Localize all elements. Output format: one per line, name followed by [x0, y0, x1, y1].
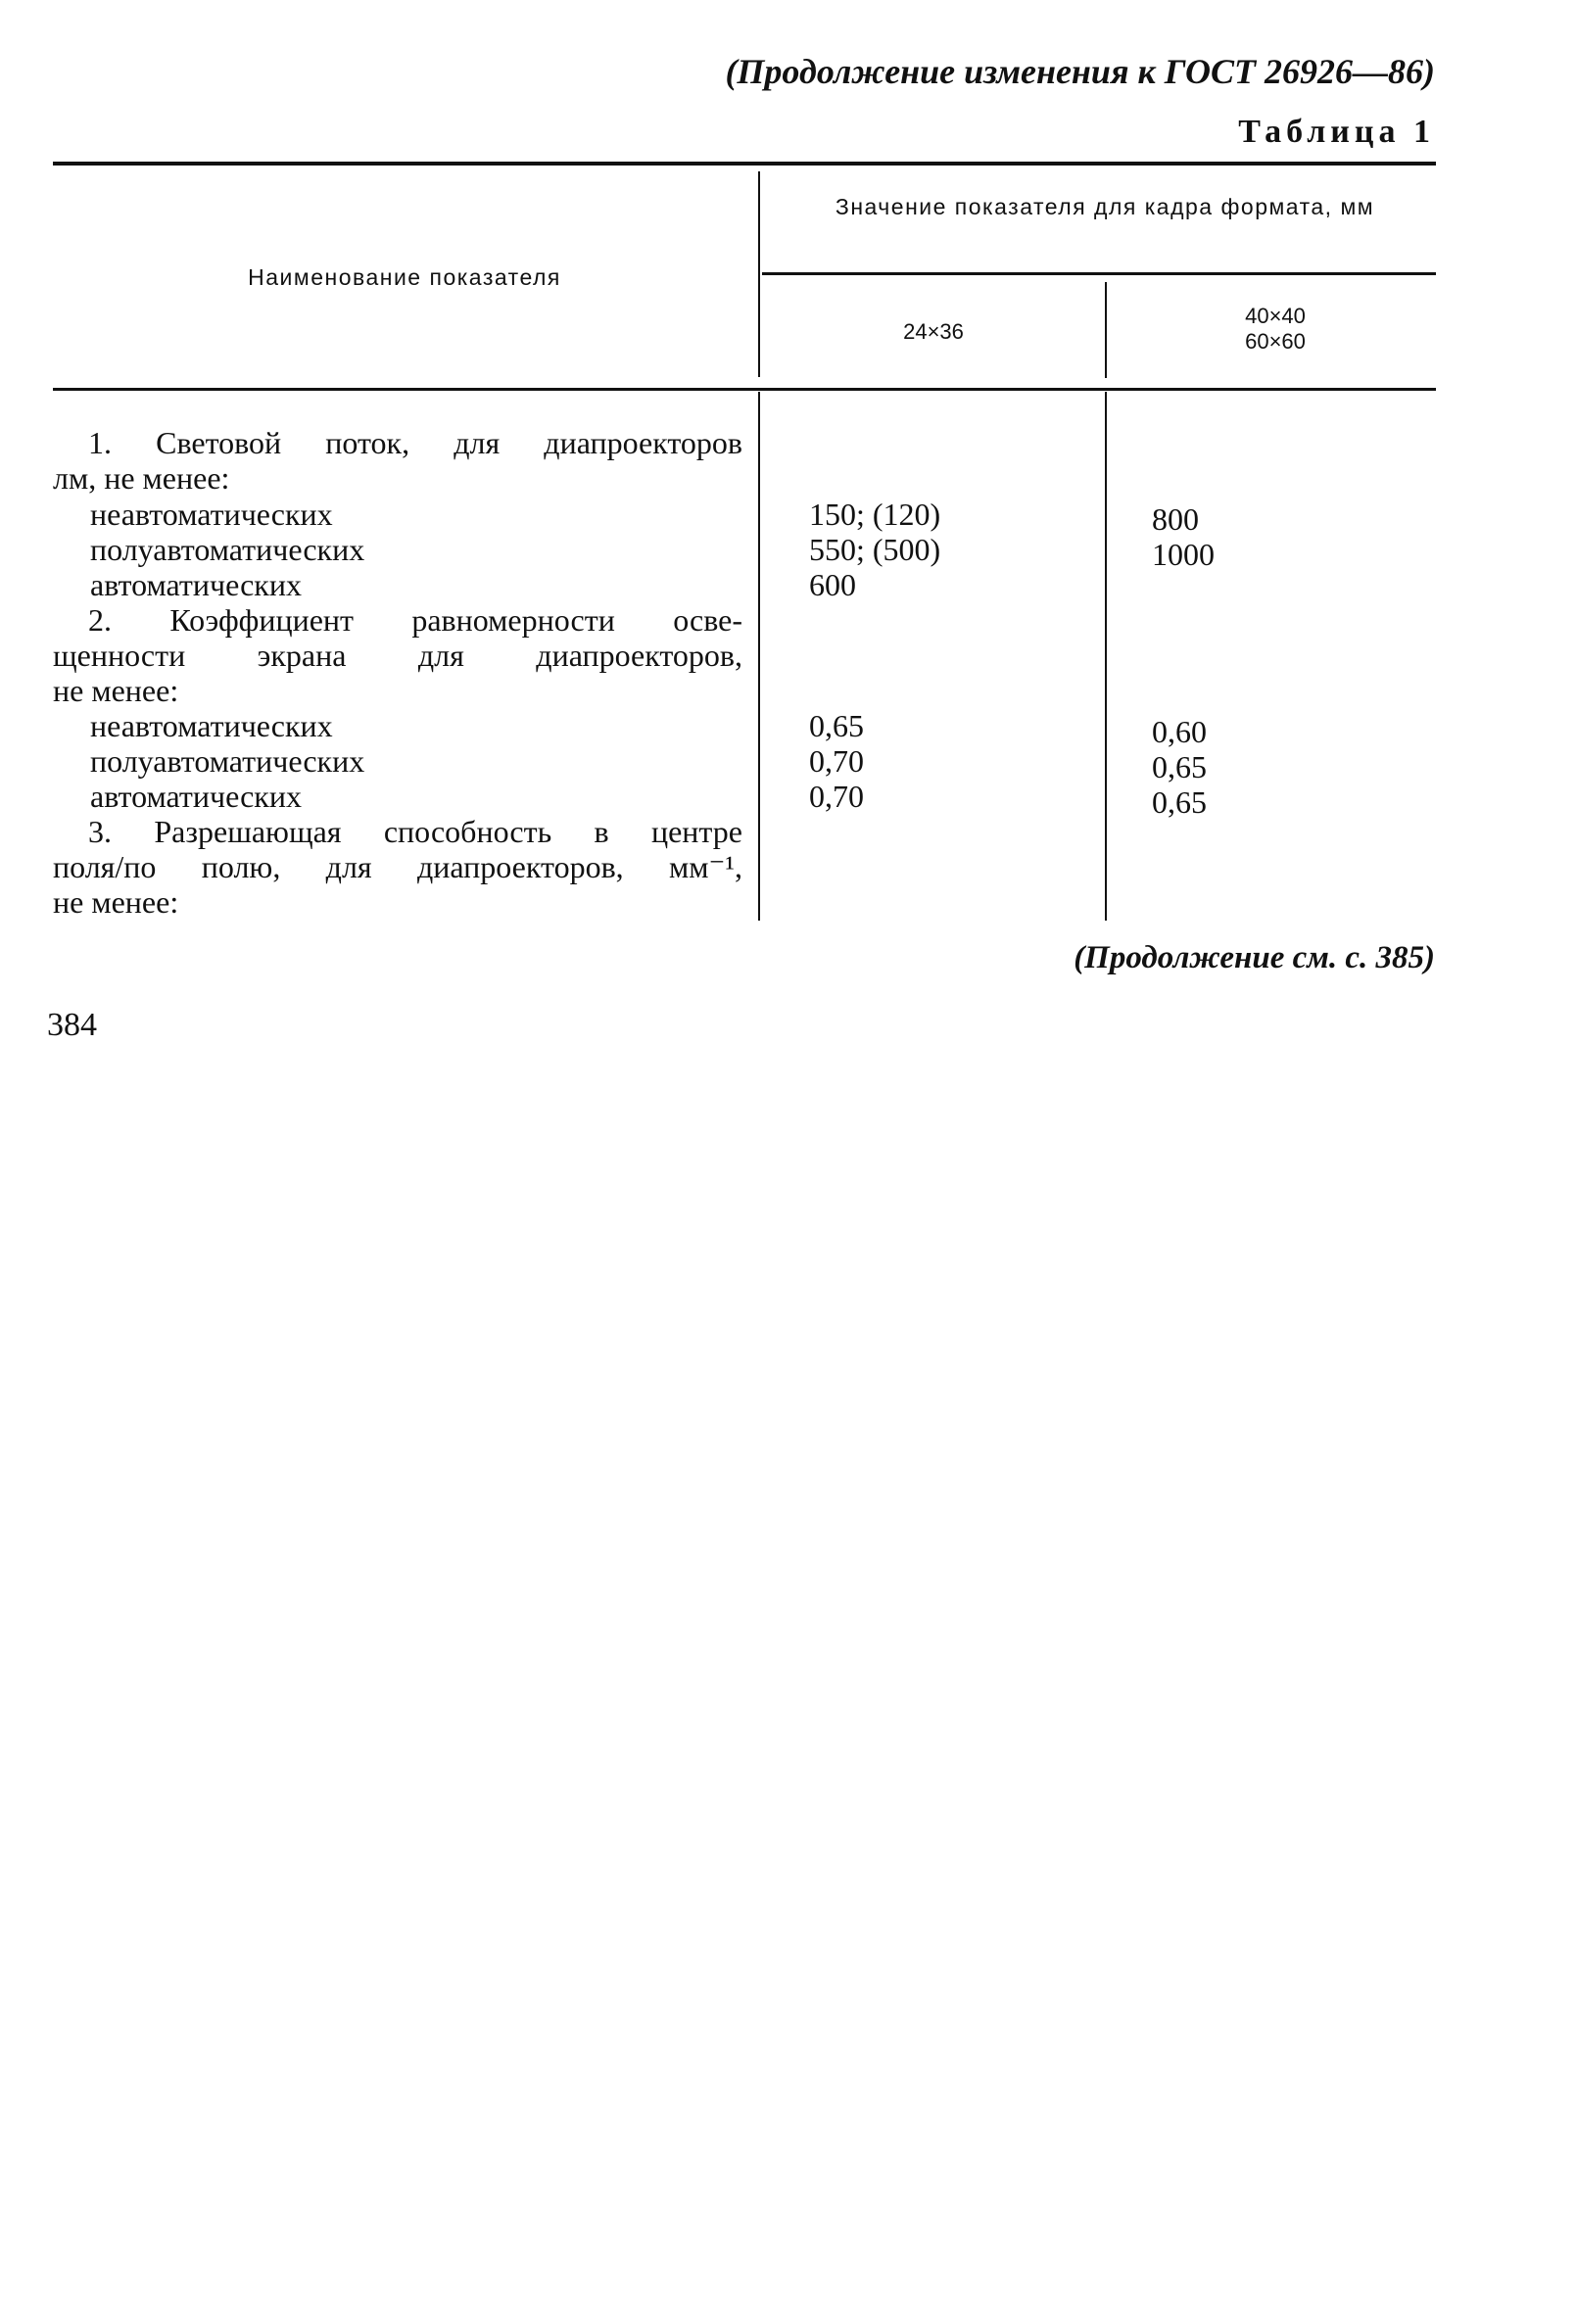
column-header-size-1: 24×36	[903, 319, 964, 344]
row-value-40x40-60x60: 800	[1152, 501, 1199, 537]
column-divider-2-header	[1105, 282, 1107, 378]
row-heading-line: не менее:	[53, 884, 179, 920]
row-value-24x36: 0,70	[809, 743, 864, 779]
row-heading-line: щенности экрана для диапроекторов,	[53, 638, 742, 673]
header-bottom-rule	[53, 388, 1436, 391]
row-value-24x36: 150; (120)	[809, 497, 941, 532]
column-divider-1-body	[758, 392, 760, 921]
subheader-rule	[762, 272, 1436, 275]
row-heading-line: не менее:	[53, 673, 179, 708]
row-value-24x36: 550; (500)	[809, 532, 941, 567]
row-heading-line: 1. Световой поток, для диапроекторов	[88, 425, 742, 460]
table-top-rule	[53, 162, 1436, 166]
row-value-40x40-60x60: 0,60	[1152, 714, 1207, 749]
row-value-40x40-60x60: 1000	[1152, 537, 1215, 572]
row-heading-line: лм, не менее:	[53, 460, 230, 496]
row-value-24x36: 0,65	[809, 708, 864, 743]
column-divider-2-body	[1105, 392, 1107, 921]
row-label: неавтоматических	[90, 497, 333, 532]
row-label: полуавтоматических	[90, 743, 365, 779]
row-value-24x36: 0,70	[809, 779, 864, 814]
row-heading-line: 2. Коэффициент равномерности осве-	[88, 602, 742, 638]
row-value-24x36: 600	[809, 567, 856, 602]
row-label: автоматических	[90, 567, 302, 602]
continuation-note: (Продолжение см. с. 385)	[1074, 940, 1435, 975]
table-label: Таблица 1	[1238, 114, 1435, 150]
row-label: полуавтоматических	[90, 532, 365, 567]
row-heading-line: 3. Разрешающая способность в центре	[88, 814, 742, 849]
column-header-value-group: Значение показателя для кадра формата, мм	[835, 194, 1375, 219]
column-divider-1-header	[758, 171, 760, 377]
row-value-40x40-60x60: 0,65	[1152, 784, 1207, 820]
page-number: 384	[47, 1007, 97, 1043]
column-header-name: Наименование показателя	[248, 264, 561, 290]
column-header-size-2: 40×40 60×60	[1245, 304, 1306, 354]
row-heading-line: поля/по полю, для диапроекторов, мм⁻¹,	[53, 849, 742, 884]
continuation-title: (Продолжение изменения к ГОСТ 26926—86)	[725, 52, 1435, 91]
row-label: автоматических	[90, 779, 302, 814]
row-label: неавтоматических	[90, 708, 333, 743]
row-value-40x40-60x60: 0,65	[1152, 749, 1207, 784]
